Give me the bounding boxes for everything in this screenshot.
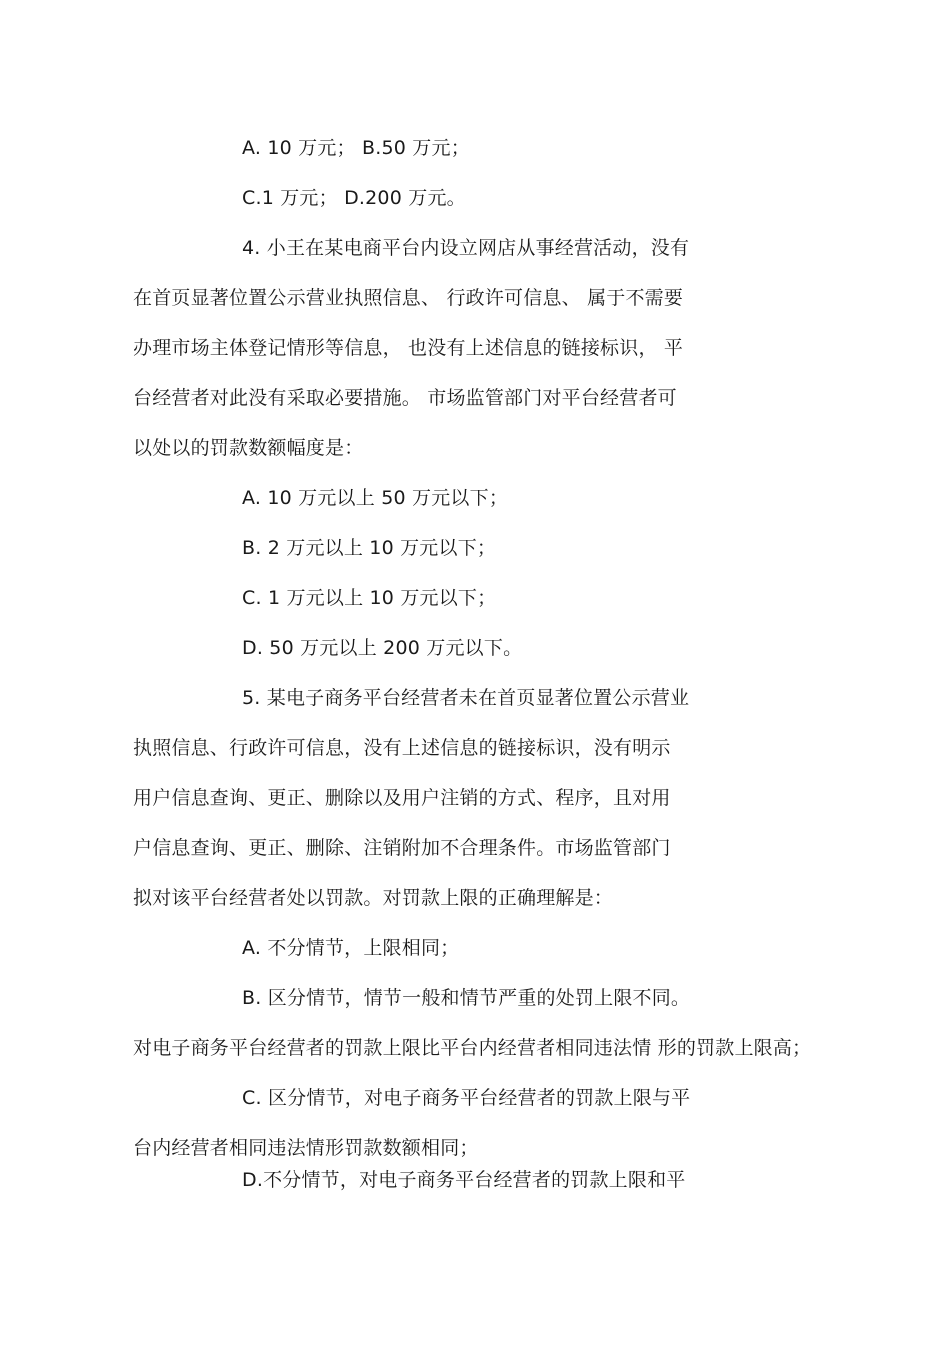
q4-option-a: A. 10 万元以上 50 万元以下； xyxy=(242,487,509,509)
q5-option-d-line-1: D.不分情节，对电子商务平台经营者的罚款上限和平 xyxy=(242,1169,686,1191)
q4-text-line-3: 办理市场主体登记情形等信息， 也没有上述信息的链接标识， 平 xyxy=(133,337,684,359)
q5-option-b-line-2: 对电子商务平台经营者的罚款上限比平台内经营者相同违法情 形的罚款上限高； xyxy=(133,1037,812,1059)
q4-option-b: B. 2 万元以上 10 万元以下； xyxy=(242,537,497,559)
q5-text-line-3: 用户信息查询、更正、删除以及用户注销的方式、程序，且对用 xyxy=(133,787,671,809)
q5-option-a: A. 不分情节，上限相同； xyxy=(242,937,460,959)
q5-text-line-2: 执照信息、行政许可信息，没有上述信息的链接标识，没有明示 xyxy=(133,737,671,759)
q5-text-line-1: 5. 某电子商务平台经营者未在首页显著位置公示营业 xyxy=(242,687,690,709)
q5-option-c-line-2: 台内经营者相同违法情形罚款数额相同； xyxy=(133,1137,479,1159)
q5-text-line-4: 户信息查询、更正、删除、注销附加不合理条件。市场监管部门 xyxy=(133,837,671,859)
q5-option-c-line-1: C. 区分情节，对电子商务平台经营者的罚款上限与平 xyxy=(242,1087,691,1109)
q5-text-line-5: 拟对该平台经营者处以罚款。对罚款上限的正确理解是： xyxy=(133,887,614,909)
q4-text-line-2: 在首页显著位置公示营业执照信息、 行政许可信息、 属于不需要 xyxy=(133,287,684,309)
q4-option-d: D. 50 万元以上 200 万元以下。 xyxy=(242,637,523,659)
q3-option-line-2: C.1 万元； D.200 万元。 xyxy=(242,187,466,209)
q4-text-line-4: 台经营者对此没有采取必要措施。 市场监管部门对平台经营者可 xyxy=(133,387,677,409)
q4-text-line-1: 4. 小王在某电商平台内设立网店从事经营活动，没有 xyxy=(242,237,690,259)
q3-option-line-1: A. 10 万元； B.50 万元； xyxy=(242,137,470,159)
q4-text-line-5: 以处以的罚款数额幅度是： xyxy=(133,437,364,459)
q4-option-c: C. 1 万元以上 10 万元以下； xyxy=(242,587,497,609)
q5-option-b-line-1: B. 区分情节，情节一般和情节严重的处罚上限不同。 xyxy=(242,987,691,1009)
